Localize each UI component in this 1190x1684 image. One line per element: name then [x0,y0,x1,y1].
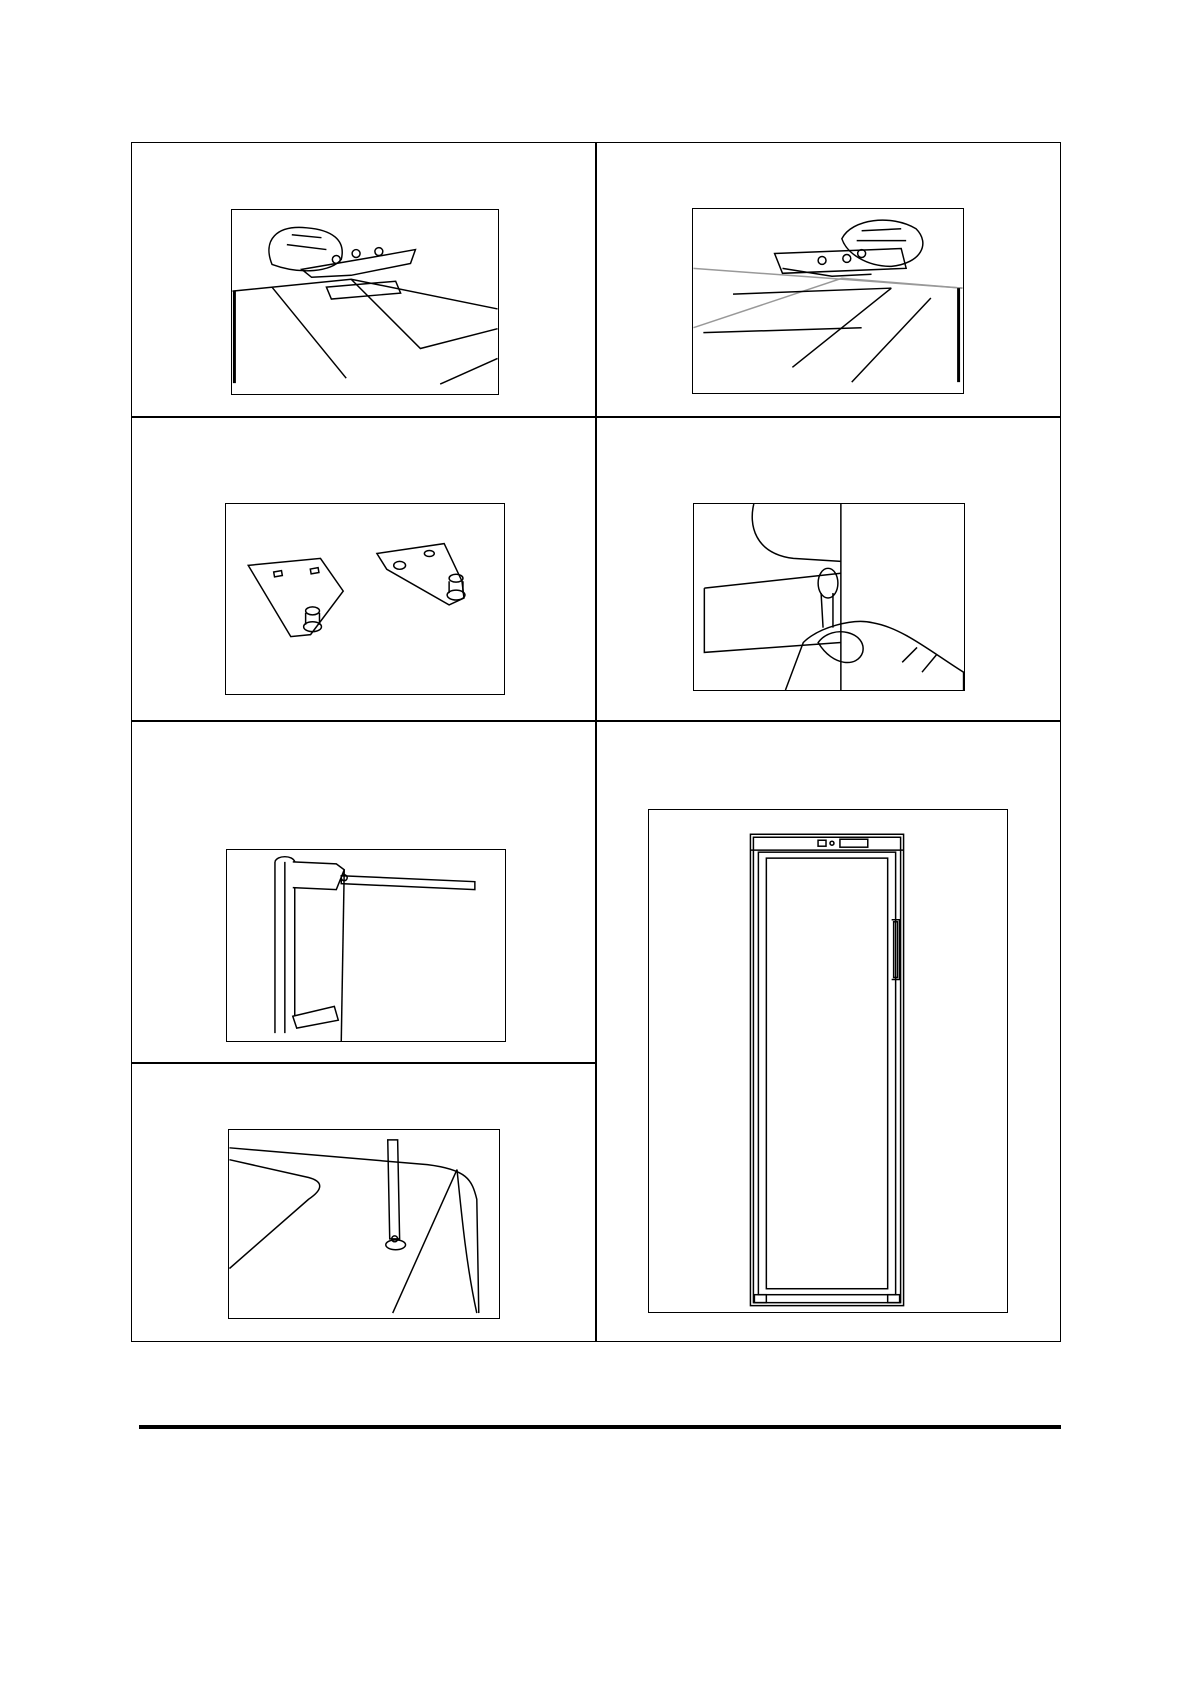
door-handle-screwdriver-icon [227,850,505,1041]
hand-placing-top-hinge-right-icon [693,209,963,393]
panel-freezer-front [595,720,1061,1342]
illustration-frame [693,503,965,691]
illustration-grid [131,142,1061,1342]
finger-inserting-hole-cap-icon [694,504,964,690]
upright-freezer-front-view-icon [649,810,1007,1312]
panel-top-hinge-removal [131,142,597,418]
panel-door-handle [131,720,597,1064]
illustration-frame [226,849,506,1042]
panel-top-corner-screw [131,1062,597,1342]
illustration-frame [231,209,499,395]
illustration-frame [648,809,1008,1313]
footer-divider [139,1425,1061,1429]
illustration-frame [228,1129,500,1319]
illustration-frame [225,503,505,695]
panel-hinge-brackets [131,416,597,722]
screwdriver-top-corner-icon [229,1130,499,1318]
illustration-frame [692,208,964,394]
hinge-brackets-pair-icon [226,504,504,694]
panel-top-hinge-placement [595,142,1061,418]
panel-hole-cap [595,416,1061,722]
hand-removing-top-hinge-left-icon [232,210,498,394]
